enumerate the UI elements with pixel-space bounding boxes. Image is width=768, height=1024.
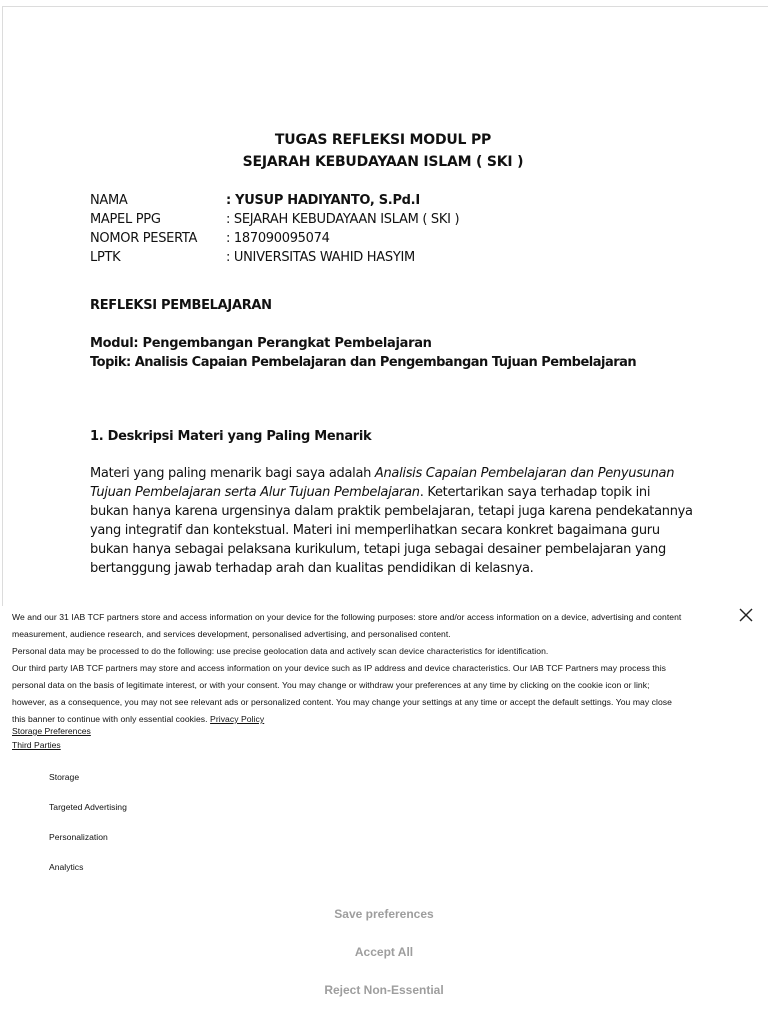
document-title: TUGAS REFLEKSI MODUL PP [274, 132, 492, 148]
topik-line: Topik: Analisis Capaian Pembelajaran dan Pengembangan Tujuan Pembelajaran [90, 355, 637, 370]
third-parties-link[interactable]: Third Parties [12, 740, 61, 750]
para-text: bukan hanya karena urgensinya dalam praktik pembelajaran, tetapi juga karena pendekatannya [90, 504, 693, 519]
save-preferences-button[interactable]: Save preferences [284, 907, 484, 921]
purpose-personalization[interactable]: Personalization [49, 832, 108, 842]
para-text: bukan hanya sebagai pelaksana kurikulum, tetapi juga sebagai desainer pembelajaran yang [90, 542, 666, 557]
consent-line: Personal data may be processed to do the following: use precise geolocation data and actively scan device characteristics for identification. [12, 646, 549, 656]
modul-line: Modul: Pengembangan Perangkat Pembelajaran [90, 336, 432, 351]
reject-non-essential-button[interactable]: Reject Non-Essential [284, 983, 484, 997]
field-label-nomor: NOMOR PESERTA [90, 231, 198, 246]
field-value-lptk: : UNIVERSITAS WAHID HASYIM [226, 250, 415, 265]
para-text: bertanggung jawab terhadap arah dan kualitas pendidikan di kelasnya. [90, 561, 534, 576]
consent-line: We and our 31 IAB TCF partners store and access information on your device for the following purposes: store and/or access information on a device, advertising and content [12, 612, 682, 622]
subheading: 1. Deskripsi Materi yang Paling Menarik [90, 429, 372, 444]
para-text: . Ketertarikan saya terhadap topik ini [419, 485, 651, 500]
privacy-policy-link[interactable]: Privacy Policy [210, 714, 265, 724]
purpose-analytics[interactable]: Analytics [49, 862, 84, 872]
close-icon[interactable] [736, 605, 756, 625]
consent-line: measurement, audience research, and services development, personalised advertising, and personalised content. [12, 629, 451, 639]
accept-all-button[interactable]: Accept All [284, 945, 484, 959]
description-paragraph [90, 464, 693, 578]
consent-line: personal data on the basis of legitimate interest, or with your consent. You may change or withdraw your preferences at any time by clicking on the cookie icon or link; [12, 680, 650, 690]
consent-description [12, 609, 724, 728]
storage-preferences-link[interactable]: Storage Preferences [12, 726, 91, 736]
document-subtitle: SEJARAH KEBUDAYAAN ISLAM ( SKI ) [242, 154, 524, 170]
para-italic: Tujuan Pembelajaran serta Alur Tujuan Pembelajaran [90, 485, 420, 500]
consent-line: however, as a consequence, you may not see relevant ads or personalized content. You may change your settings at any time or accept the default settings. You may close [12, 697, 672, 707]
para-text: yang integratif dan kontekstual. Materi ini memperlihatkan secara konkret bagaimana guru [90, 523, 660, 538]
purpose-targeted-advertising[interactable]: Targeted Advertising [49, 802, 127, 812]
para-text: Materi yang paling menarik bagi saya adalah [90, 466, 375, 481]
field-label-mapel: MAPEL PPG [90, 212, 161, 227]
consent-line: Our third party IAB TCF partners may store and access information on your device such as IP address and device characteristics. Our IAB TCF Partners may process this [12, 663, 666, 673]
consent-line: this banner to continue with only essential cookies. [12, 714, 211, 724]
field-value-nomor: : 187090095074 [226, 231, 330, 246]
field-value-nama: : YUSUP HADIYANTO, S.Pd.I [226, 193, 420, 208]
field-label-lptk: LPTK [90, 250, 121, 265]
section-heading: REFLEKSI PEMBELAJARAN [90, 298, 272, 313]
para-italic: Analisis Capaian Pembelajaran dan Penyusunan [374, 466, 675, 481]
field-value-mapel: : SEJARAH KEBUDAYAAN ISLAM ( SKI ) [226, 212, 460, 227]
purpose-storage[interactable]: Storage [49, 772, 80, 782]
field-label-nama: NAMA [90, 193, 128, 208]
